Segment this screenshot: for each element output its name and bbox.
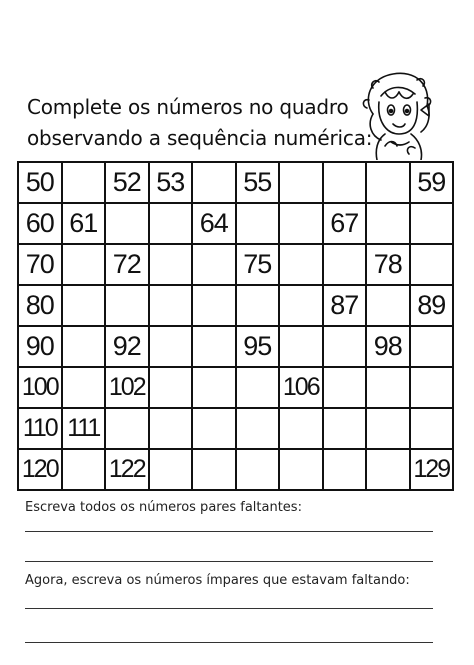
grid-cell-number: 59	[410, 162, 454, 203]
grid-cell-empty[interactable]	[366, 203, 410, 244]
grid-cell-empty[interactable]	[366, 162, 410, 203]
grid-cell-empty[interactable]	[149, 367, 193, 408]
grid-cell-empty[interactable]	[149, 449, 193, 490]
question-even-numbers: Escreva todos os números pares faltantes:	[25, 500, 302, 515]
grid-cell-empty[interactable]	[279, 449, 323, 490]
grid-cell-empty[interactable]	[62, 162, 106, 203]
grid-cell-number: 120	[18, 449, 62, 490]
grid-cell-empty[interactable]	[62, 285, 106, 326]
grid-cell-number: 61	[62, 203, 106, 244]
grid-cell-number: 92	[105, 326, 149, 367]
answer-line-odd-2[interactable]	[25, 642, 433, 643]
answer-line-odd-1[interactable]	[25, 608, 433, 609]
grid-cell-empty[interactable]	[323, 367, 367, 408]
grid-cell-number: 106	[279, 367, 323, 408]
instruction-line-1: Complete os números no quadro	[27, 95, 349, 119]
grid-cell-empty[interactable]	[105, 285, 149, 326]
girl-illustration	[355, 70, 443, 160]
grid-cell-number: 70	[18, 244, 62, 285]
grid-cell-empty[interactable]	[62, 449, 106, 490]
grid-cell-empty[interactable]	[279, 244, 323, 285]
grid-cell-number: 95	[236, 326, 280, 367]
grid-cell-empty[interactable]	[236, 449, 280, 490]
grid-cell-number: 129	[410, 449, 454, 490]
grid-cell-empty[interactable]	[192, 285, 236, 326]
grid-cell-empty[interactable]	[236, 203, 280, 244]
grid-cell-number: 64	[192, 203, 236, 244]
grid-cell-number: 98	[366, 326, 410, 367]
grid-cell-number: 60	[18, 203, 62, 244]
answer-line-even-1[interactable]	[25, 531, 433, 532]
grid-cell-number: 87	[323, 285, 367, 326]
grid-cell-number: 53	[149, 162, 193, 203]
grid-cell-empty[interactable]	[62, 244, 106, 285]
grid-cell-empty[interactable]	[366, 449, 410, 490]
grid-cell-empty[interactable]	[62, 326, 106, 367]
grid-cell-empty[interactable]	[323, 326, 367, 367]
grid-row	[18, 285, 453, 326]
grid-cell-empty[interactable]	[149, 285, 193, 326]
grid-cell-number: 50	[18, 162, 62, 203]
grid-cell-number: 89	[410, 285, 454, 326]
grid-cell-empty[interactable]	[149, 408, 193, 449]
grid-cell-empty[interactable]	[279, 203, 323, 244]
grid-cell-empty[interactable]	[279, 326, 323, 367]
grid-cell-empty[interactable]	[279, 408, 323, 449]
grid-cell-number: 80	[18, 285, 62, 326]
grid-cell-empty[interactable]	[279, 285, 323, 326]
grid-cell-empty[interactable]	[192, 408, 236, 449]
grid-cell-number: 110	[18, 408, 62, 449]
grid-cell-empty[interactable]	[236, 367, 280, 408]
grid-cell-empty[interactable]	[410, 244, 454, 285]
instructions	[27, 92, 373, 154]
grid-cell-empty[interactable]	[105, 408, 149, 449]
grid-cell-empty[interactable]	[192, 326, 236, 367]
grid-cell-number: 55	[236, 162, 280, 203]
grid-cell-number: 102	[105, 367, 149, 408]
grid-cell-empty[interactable]	[366, 285, 410, 326]
grid-cell-empty[interactable]	[105, 203, 149, 244]
grid-cell-empty[interactable]	[236, 285, 280, 326]
grid-cell-empty[interactable]	[323, 244, 367, 285]
grid-cell-empty[interactable]	[149, 244, 193, 285]
grid-cell-empty[interactable]	[149, 326, 193, 367]
grid-row	[18, 162, 453, 203]
grid-cell-empty[interactable]	[149, 203, 193, 244]
grid-cell-empty[interactable]	[410, 408, 454, 449]
grid-cell-empty[interactable]	[410, 203, 454, 244]
grid-cell-number: 90	[18, 326, 62, 367]
grid-cell-number: 75	[236, 244, 280, 285]
grid-row	[18, 449, 453, 490]
grid-cell-empty[interactable]	[279, 162, 323, 203]
grid-cell-empty[interactable]	[410, 326, 454, 367]
grid-cell-empty[interactable]	[366, 408, 410, 449]
grid-row	[18, 367, 453, 408]
grid-cell-number: 72	[105, 244, 149, 285]
grid-cell-empty[interactable]	[323, 408, 367, 449]
grid-cell-empty[interactable]	[192, 367, 236, 408]
grid-cell-empty[interactable]	[62, 367, 106, 408]
grid-cell-number: 122	[105, 449, 149, 490]
instruction-line-2: observando a sequência numérica:	[27, 126, 373, 150]
grid-cell-empty[interactable]	[323, 449, 367, 490]
grid-cell-number: 67	[323, 203, 367, 244]
answer-line-even-2[interactable]	[25, 561, 433, 562]
grid-cell-number: 78	[366, 244, 410, 285]
grid-cell-empty[interactable]	[410, 367, 454, 408]
grid-cell-empty[interactable]	[323, 162, 367, 203]
grid-cell-empty[interactable]	[366, 367, 410, 408]
grid-cell-empty[interactable]	[192, 244, 236, 285]
grid-row	[18, 408, 453, 449]
number-grid	[17, 161, 454, 491]
grid-row	[18, 244, 453, 285]
grid-cell-number: 52	[105, 162, 149, 203]
grid-cell-empty[interactable]	[236, 408, 280, 449]
grid-row	[18, 326, 453, 367]
grid-cell-number: 100	[18, 367, 62, 408]
grid-cell-number: 111	[62, 408, 106, 449]
grid-cell-empty[interactable]	[192, 162, 236, 203]
grid-cell-empty[interactable]	[192, 449, 236, 490]
question-odd-numbers: Agora, escreva os números ímpares que estavam faltando:	[25, 573, 410, 588]
grid-row	[18, 203, 453, 244]
